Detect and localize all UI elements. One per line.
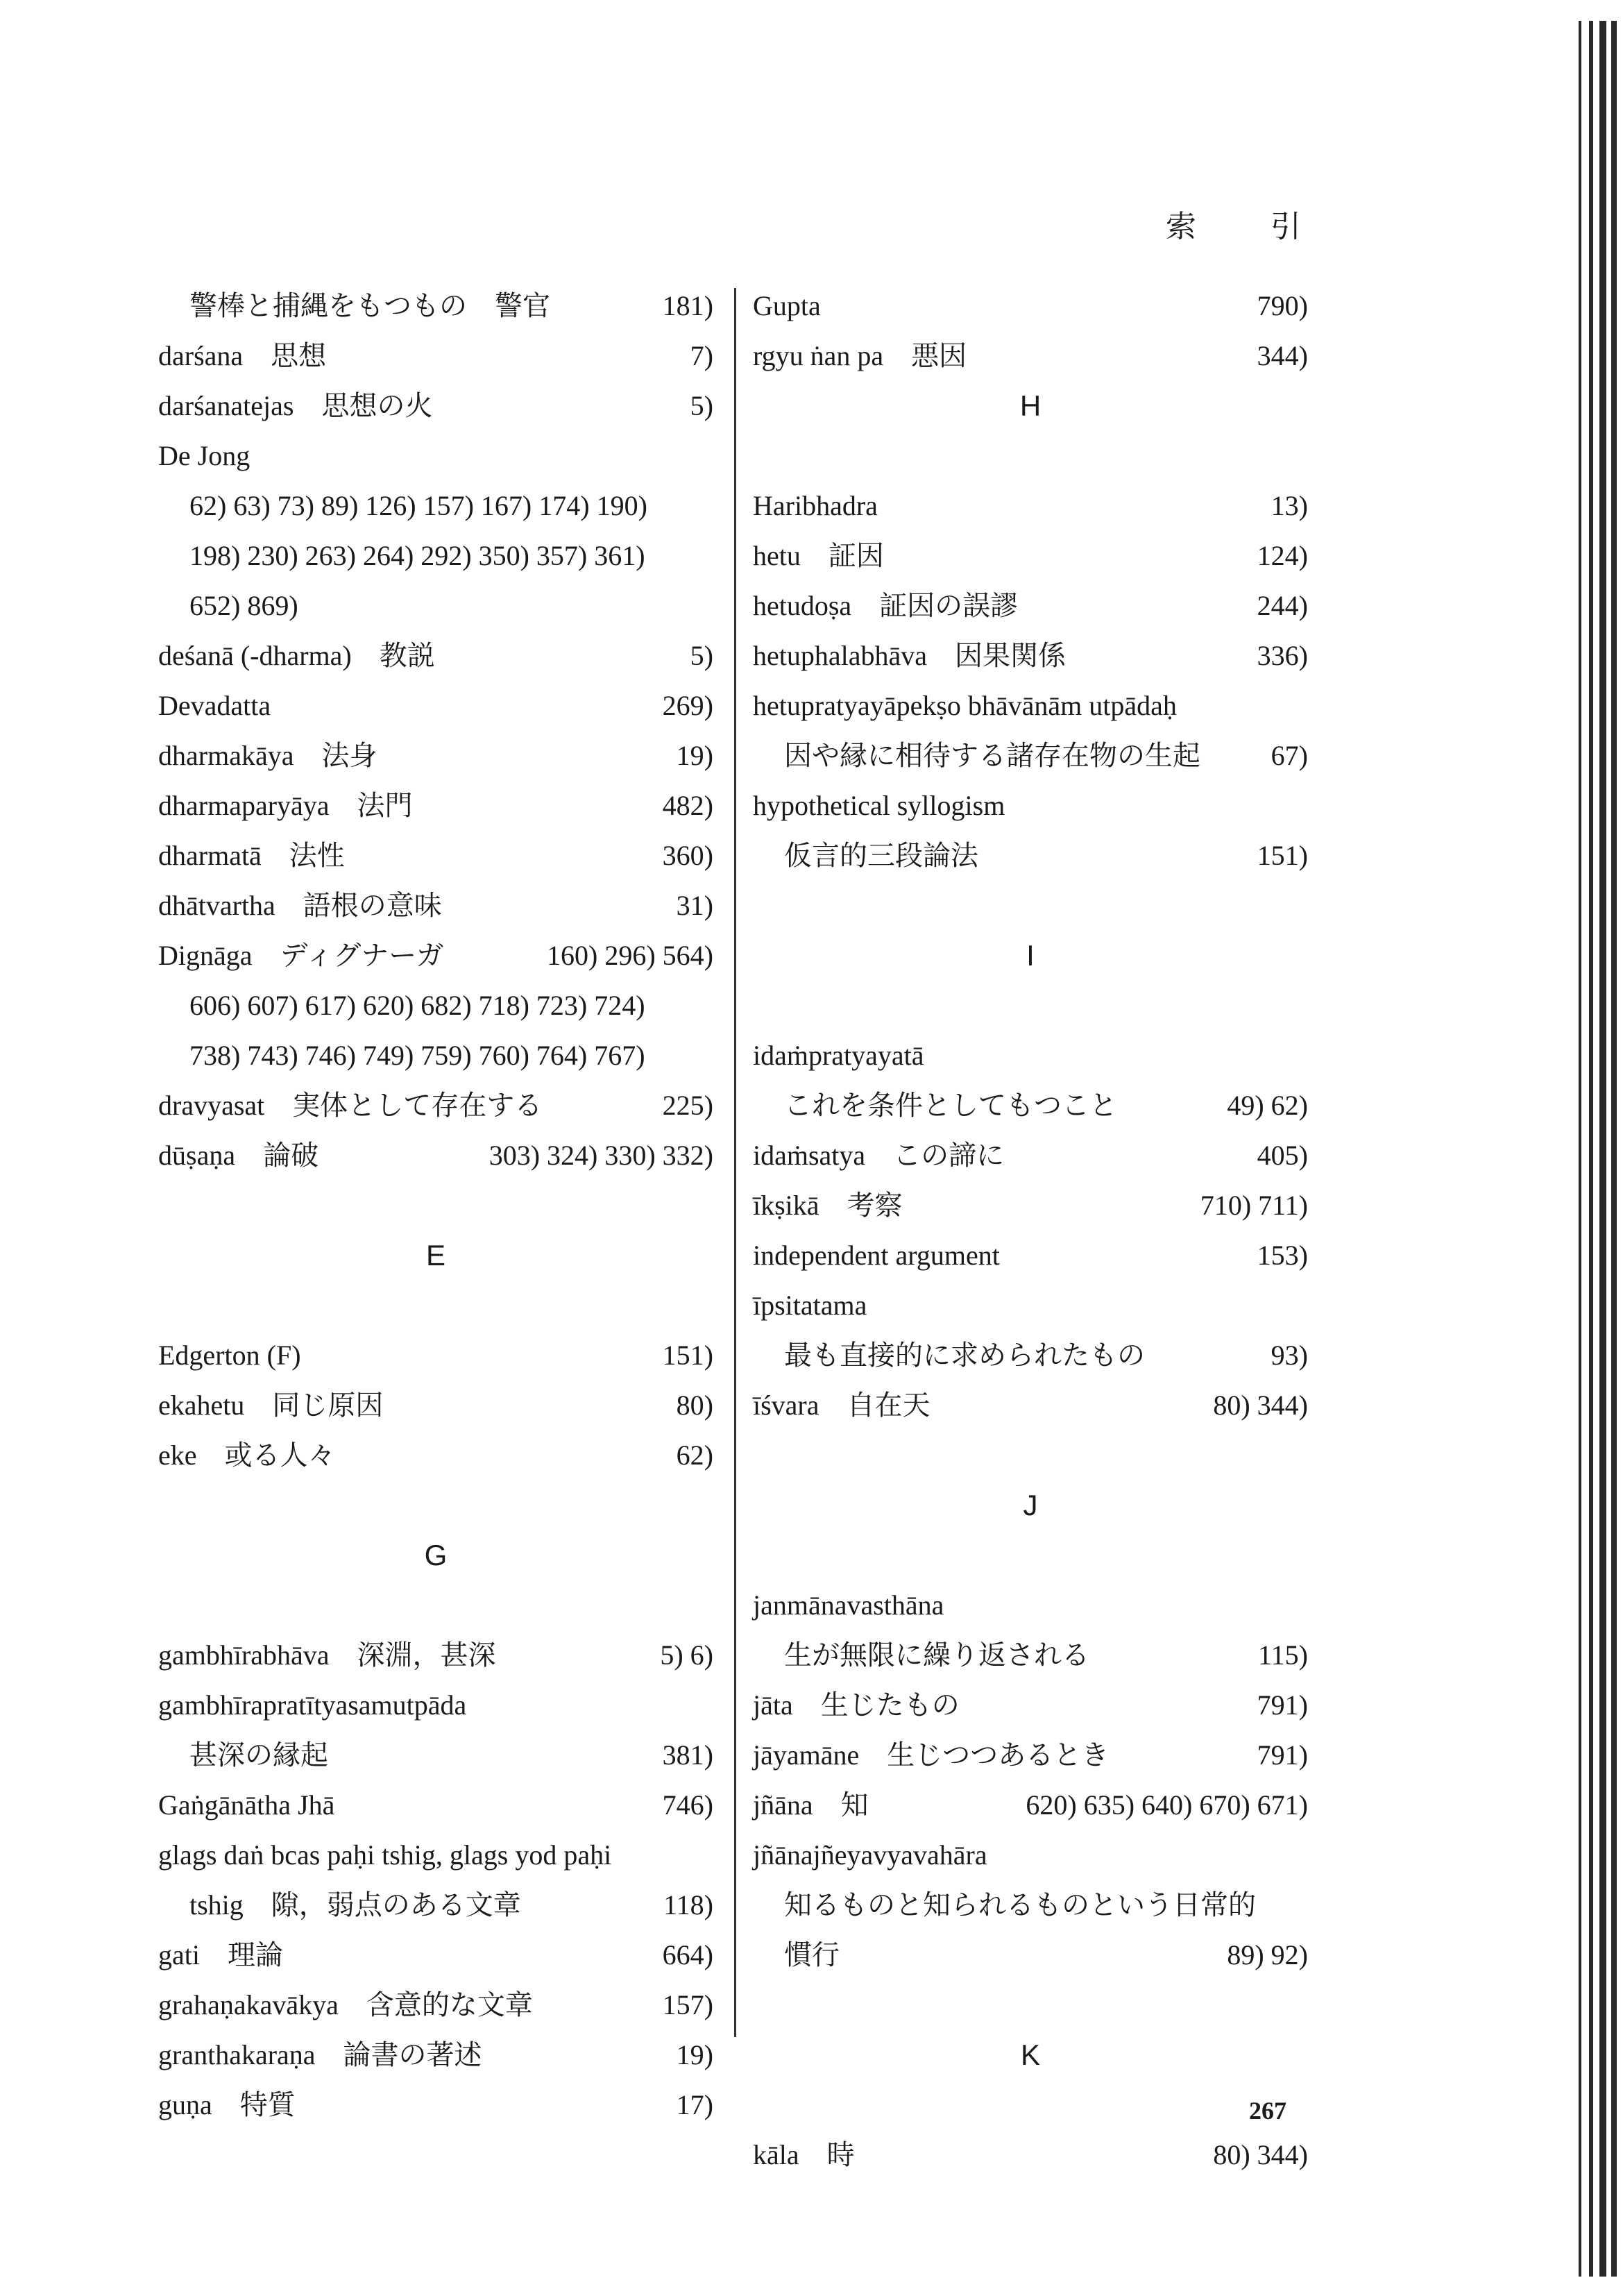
entry-page-refs: 746) (662, 1789, 713, 1821)
entry-term: darśanatejas 思想の火 (158, 390, 433, 421)
entry-term: 仮言的三段論法 (784, 840, 978, 871)
scan-edge-rule (1599, 21, 1606, 2277)
index-entry (753, 731, 1308, 781)
index-entry (753, 2130, 1308, 2180)
entry-page-refs: 89) 92) (1227, 1939, 1308, 1970)
entry-term: hetuphalabhāva 因果関係 (753, 640, 1066, 671)
section-letter-heading: H (1019, 389, 1042, 422)
entry-term: ekahetu 同じ原因 (158, 1390, 384, 1421)
entry-term: 知るものと知られるものという日常的 (784, 1889, 1256, 1921)
index-column-left (158, 281, 713, 2130)
entry-term: independent argument (753, 1240, 1000, 1271)
index-entry (753, 781, 1308, 831)
entry-term: 652) 869) (189, 590, 298, 621)
entry-page-refs: 5) 6) (660, 1639, 713, 1671)
entry-term: Edgerton (F) (158, 1340, 301, 1371)
running-head: 索 引 (1166, 210, 1334, 244)
index-entry (158, 681, 713, 731)
entry-page-refs: 157) (662, 1989, 713, 2020)
index-entry (158, 381, 713, 431)
entry-page-refs: 482) (662, 790, 713, 821)
index-entry (158, 881, 713, 931)
index-entry (753, 1031, 1308, 1081)
page-number: 267 (1249, 2097, 1286, 2125)
section-letter-heading: E (425, 1239, 445, 1272)
entry-page-refs: 5) (690, 640, 713, 671)
entry-page-refs: 151) (662, 1340, 713, 1371)
index-entry (158, 1031, 713, 1081)
index-entry (158, 1081, 713, 1131)
index-entry (753, 1930, 1308, 1980)
entry-term: 62) 63) 73) 89) 126) 157) 167) 174) 190) (189, 490, 647, 521)
entry-term: 警棒と捕縄をもつもの 警官 (189, 290, 550, 321)
index-entry (753, 681, 1308, 731)
index-entry (753, 1131, 1308, 1181)
entry-page-refs: 80) 344) (1213, 2139, 1308, 2170)
entry-page-refs: 269) (662, 690, 713, 721)
entry-term: hetu 証因 (753, 540, 884, 571)
entry-term: jāta 生じたもの (753, 1689, 960, 1721)
entry-term: hetupratyayāpekṣo bhāvānām utpādaḥ (753, 690, 1177, 721)
entry-page-refs: 336) (1257, 640, 1308, 671)
index-entry (158, 981, 713, 1031)
entry-page-refs: 405) (1257, 1140, 1308, 1171)
spacer (753, 2080, 1308, 2130)
index-entry (753, 1580, 1308, 1630)
entry-page-refs: 31) (676, 890, 713, 921)
entry-term: これを条件としてもつこと (784, 1090, 1117, 1121)
index-entry (753, 1331, 1308, 1381)
entry-term: 606) 607) 617) 620) 682) 718) 723) 724) (189, 990, 645, 1021)
index-entry (753, 1181, 1308, 1231)
entry-page-refs: 791) (1257, 1739, 1308, 1771)
index-entry (158, 631, 713, 681)
entry-page-refs: 80) 344) (1213, 1390, 1308, 1421)
entry-page-refs: 93) (1271, 1340, 1308, 1371)
index-entry (158, 2080, 713, 2130)
entry-term: hetudoṣa 証因の誤謬 (753, 590, 1019, 621)
spacer (753, 881, 1308, 931)
index-entry (158, 581, 713, 631)
entry-term: guṇa 特質 (158, 2089, 296, 2120)
spacer (158, 1281, 713, 1331)
index-entry (753, 331, 1308, 381)
index-entry (753, 1281, 1308, 1331)
entry-term: 因や縁に相待する諸存在物の生起 (784, 740, 1200, 771)
entry-term: Dignāga ディグナーガ (158, 940, 444, 971)
entry-page-refs: 19) (676, 740, 713, 771)
entry-term: īkṣikā 考察 (753, 1190, 903, 1221)
spacer (158, 1580, 713, 1630)
entry-term: 生が無限に繰り返される (784, 1639, 1089, 1671)
entry-page-refs: 115) (1258, 1639, 1308, 1671)
entry-page-refs: 17) (676, 2089, 713, 2120)
entry-page-refs: 5) (690, 390, 713, 421)
index-entry (753, 1231, 1308, 1281)
spacer (753, 1980, 1308, 2030)
entry-page-refs: 80) (676, 1390, 713, 1421)
entry-page-refs: 181) (662, 290, 713, 321)
scan-edge-rule (1579, 21, 1581, 2277)
index-entry (753, 1381, 1308, 1430)
entry-page-refs: 49) 62) (1227, 1090, 1308, 1121)
entry-term: 最も直接的に求められたもの (784, 1340, 1145, 1371)
entry-page-refs: 7) (690, 340, 713, 371)
index-entry (158, 1131, 713, 1181)
entry-page-refs: 360) (662, 840, 713, 871)
entry-term: dūṣaṇa 論破 (158, 1140, 319, 1171)
index-entry (753, 1880, 1308, 1930)
index-entry (158, 781, 713, 831)
entry-term: glags daṅ bcas paḥi tshig, glags yod paḥi (158, 1839, 612, 1871)
index-entry (158, 731, 713, 781)
index-entry (158, 1980, 713, 2030)
entry-term: Gaṅgānātha Jhā (158, 1789, 335, 1821)
entry-term: darśana 思想 (158, 340, 327, 371)
entry-page-refs: 151) (1257, 840, 1308, 871)
index-entry (158, 481, 713, 531)
index-entry (753, 281, 1308, 331)
entry-term: De Jong (158, 440, 250, 471)
spacer (753, 1530, 1308, 1580)
column-divider (734, 288, 736, 2037)
entry-term: eke 或る人々 (158, 1440, 336, 1471)
index-entry (753, 481, 1308, 531)
entry-page-refs: 153) (1257, 1240, 1308, 1271)
index-entry (753, 1730, 1308, 1780)
section-letter-heading: K (1020, 2038, 1040, 2071)
index-entry (158, 531, 713, 581)
index-entry (753, 581, 1308, 631)
entry-term: Devadatta (158, 690, 271, 721)
entry-term: grahaṇakavākya 含意的な文章 (158, 1989, 533, 2020)
entry-page-refs: 790) (1257, 290, 1308, 321)
entry-term: 738) 743) 746) 749) 759) 760) 764) 767) (189, 1040, 645, 1071)
index-entry (158, 1630, 713, 1680)
entry-term: jñāna 知 (753, 1789, 869, 1821)
index-entry (158, 1680, 713, 1730)
entry-term: jāyamāne 生じつつあるとき (753, 1739, 1110, 1771)
index-entry (753, 631, 1308, 681)
index-entry (753, 1780, 1308, 1830)
entry-term: idaṁsatya この諦に (753, 1140, 1005, 1171)
entry-term: rgyu ṅan pa 悪因 (753, 340, 967, 371)
index-entry (158, 1880, 713, 1930)
entry-page-refs: 244) (1257, 590, 1308, 621)
spacer (158, 1480, 713, 1530)
index-entry (753, 1680, 1308, 1730)
entry-page-refs: 710) 711) (1200, 1190, 1308, 1221)
entry-page-refs: 124) (1257, 540, 1308, 571)
spacer (753, 1430, 1308, 1480)
entry-term: gambhīrabhāva 深淵，甚深 (158, 1639, 496, 1671)
entry-page-refs: 664) (662, 1939, 713, 1970)
entry-term: īpsitatama (753, 1290, 867, 1321)
entry-page-refs: 225) (662, 1090, 713, 1121)
entry-page-refs: 19) (676, 2039, 713, 2070)
index-entry (753, 831, 1308, 881)
entry-term: Haribhadra (753, 490, 878, 521)
entry-page-refs: 62) (676, 1440, 713, 1471)
entry-term: dharmatā 法性 (158, 840, 345, 871)
entry-page-refs: 118) (663, 1889, 713, 1921)
index-entry (158, 1930, 713, 1980)
entry-term: idaṁpratyayatā (753, 1040, 924, 1071)
entry-page-refs: 67) (1271, 740, 1308, 771)
index-entry (158, 1331, 713, 1381)
entry-term: dhātvartha 語根の意味 (158, 890, 442, 921)
index-entry (158, 1430, 713, 1480)
index-entry (158, 1830, 713, 1880)
index-entry (158, 931, 713, 981)
entry-page-refs: 13) (1271, 490, 1308, 521)
entry-page-refs: 381) (662, 1739, 713, 1771)
section-letter-heading: G (424, 1539, 448, 1571)
entry-term: kāla 時 (753, 2139, 855, 2170)
entry-page-refs: 344) (1257, 340, 1308, 371)
index-entry (158, 2030, 713, 2080)
index-entry (158, 1730, 713, 1780)
index-entry (753, 531, 1308, 581)
entry-term: granthakaraṇa 論書の著述 (158, 2039, 482, 2070)
section-letter-heading: I (1026, 939, 1035, 972)
index-column-right (753, 281, 1308, 2180)
entry-term: jñānajñeyavyavahāra (753, 1839, 987, 1871)
entry-page-refs: 620) 635) 640) 670) 671) (1026, 1789, 1308, 1821)
spacer (753, 981, 1308, 1031)
entry-term: dharmakāya 法身 (158, 740, 377, 771)
section-letter-heading: J (1023, 1489, 1038, 1521)
entry-term: tshig 隙，弱点のある文章 (189, 1889, 521, 1921)
entry-term: 慣行 (784, 1939, 840, 1970)
entry-page-refs: 303) 324) 330) 332) (488, 1140, 713, 1171)
index-entry (753, 1081, 1308, 1131)
index-entry (753, 1830, 1308, 1880)
entry-term: Gupta (753, 290, 821, 321)
index-entry (158, 331, 713, 381)
index-entry (158, 1780, 713, 1830)
entry-term: hypothetical syllogism (753, 790, 1005, 821)
entry-page-refs: 160) 296) 564) (547, 940, 713, 971)
entry-term: 甚深の縁起 (189, 1739, 328, 1771)
index-entry (158, 431, 713, 481)
scan-edge-rule (1611, 21, 1617, 2277)
entry-term: deśanā (-dharma) 教説 (158, 640, 435, 671)
entry-term: 198) 230) 263) 264) 292) 350) 357) 361) (189, 540, 645, 571)
spacer (158, 1181, 713, 1231)
spacer (753, 431, 1308, 481)
entry-term: dharmaparyāya 法門 (158, 790, 413, 821)
entry-term: janmānavasthāna (753, 1589, 944, 1621)
index-entry (158, 831, 713, 881)
entry-page-refs: 791) (1257, 1689, 1308, 1721)
entry-term: īśvara 自在天 (753, 1390, 931, 1421)
entry-term: dravyasat 実体として存在する (158, 1090, 543, 1121)
scan-edge-rule (1589, 21, 1593, 2277)
entry-term: gambhīrapratītyasamutpāda (158, 1689, 467, 1721)
index-entry (753, 1630, 1308, 1680)
index-entry (158, 281, 713, 331)
entry-term: gati 理論 (158, 1939, 283, 1970)
index-entry (158, 1381, 713, 1430)
